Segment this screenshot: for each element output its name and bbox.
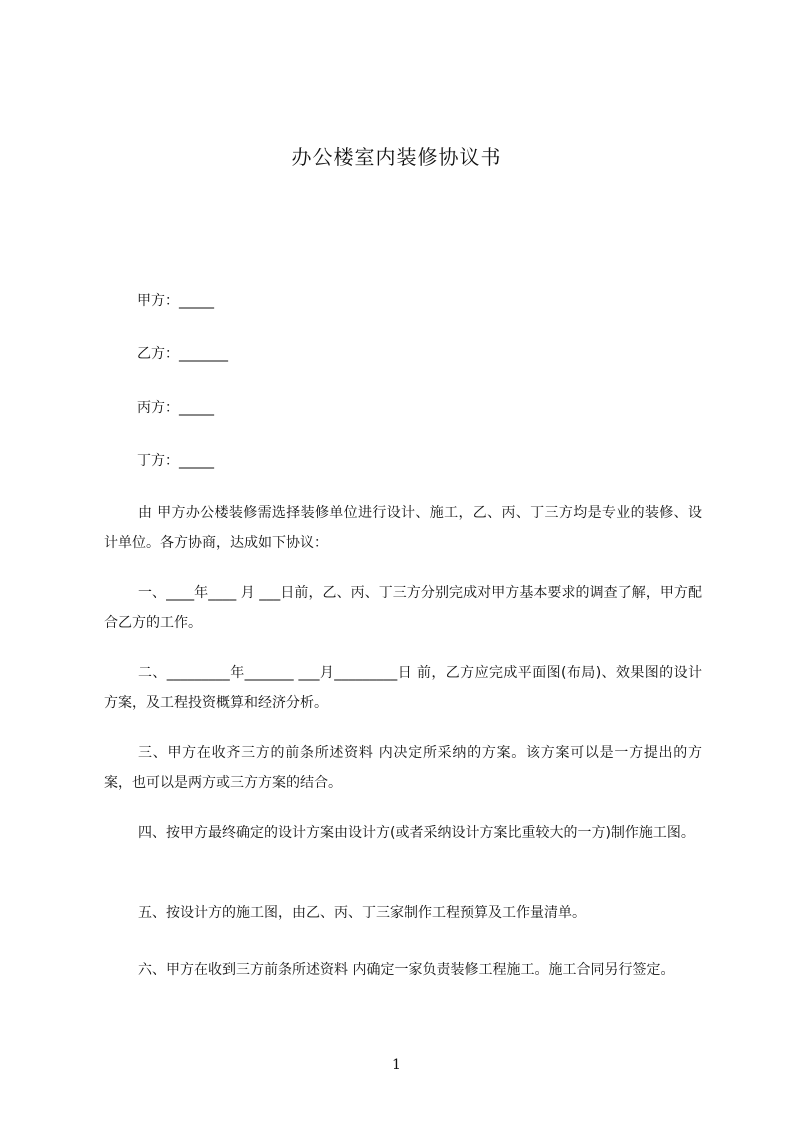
document-title: 办公楼室内装修协议书 (291, 145, 502, 169)
clause-5: 五、按设计方的施工图，由乙、丙、丁三家制作工程预算及工作量清单。 (138, 905, 586, 921)
party-jia: 甲方：_____ (137, 293, 214, 309)
clause-1: 一、____年____ 月 ___日前，乙、丙、丁三方分别完成对甲方基本要求的调查了解，甲方配合乙方的工作。 (104, 585, 702, 631)
clause-4: 四、按甲方最终确定的设计方案由设计方(或者采纳设计方案比重较大的一方)制作施工图。 (138, 825, 695, 841)
party-yi: 乙方：_______ (137, 346, 228, 362)
page-number: 1 (392, 1057, 401, 1073)
clause-2: 二、_________年_______ ___月_________日 前，乙方应完成平面图(布局)、效果图的设计方案，及工程投资概算和经济分析。 (104, 665, 702, 711)
party-ding: 丁方：_____ (137, 453, 214, 469)
party-bing: 丙方：_____ (137, 400, 214, 416)
clause-3: 三、甲方在收齐三方的前条所述资料 内决定所采纳的方案。该方案可以是一方提出的方案，也可以是两方或三方方案的结合。 (104, 745, 702, 791)
clause-6: 六、甲方在收到三方前条所述资料 内确定一家负责装修工程施工。施工合同另行签定。 (138, 962, 675, 978)
intro-paragraph: 由 甲方办公楼装修需选择装修单位进行设计、施工，乙、丙、丁三方均是专业的装修、设计单位。各方协商，达成如下协议： (104, 505, 702, 551)
